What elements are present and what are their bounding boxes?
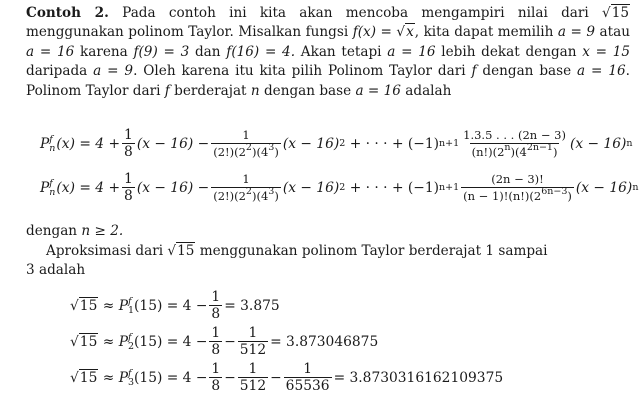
fraction: $\frac{1}{512}$	[239, 361, 267, 394]
fraction: $\frac{1}{65536}$	[285, 361, 330, 394]
text: dengan base	[263, 82, 352, 99]
math: f(16) = 4.	[226, 43, 296, 60]
math: x = 15	[582, 43, 631, 60]
math: f(9) = 3	[133, 43, 190, 60]
sqrt-x: √x	[396, 24, 414, 41]
text: menggunakan polinom Taylor. Misalkan fungsi	[26, 24, 349, 41]
text: Akan tetapi	[300, 43, 382, 60]
fraction: $\frac{1}{8}$	[124, 171, 133, 204]
text: Pada contoh ini kita akan mencoba mengampiri nilai dari	[122, 5, 589, 21]
text: karena	[79, 43, 128, 60]
example-heading: Contoh 2.	[26, 5, 109, 21]
fraction: $\frac{1}{8}$	[211, 325, 221, 358]
document-page	[26, 4, 630, 101]
condition-line: dengan n ≥ 2.	[26, 223, 124, 239]
math: a = 16	[26, 43, 75, 60]
text: . Oleh karena itu kita pilih Polinom Taylor dari	[133, 63, 466, 80]
math: a = 16	[387, 43, 436, 60]
text: daripada	[26, 63, 88, 80]
math: f	[471, 63, 477, 80]
fraction: $\frac{1}{(2!)(2^2)(4^3)}$	[213, 128, 279, 159]
math: a = 9	[557, 24, 596, 41]
fraction: $\frac{1}{8}$	[124, 127, 133, 160]
taylor-formula-1: P f n (x) = 4 + $\frac{1}{8}$ (x − 16) − $\frac{1}{(2!)(2^2)(4^3)}$ (x − 16) 2 + · · · + (−1) n+1 $\frac{1.3.5 . . . (2n - 3)}{(n!)(2^n)(4^{2n-1})}$ (x − 16) n	[40, 127, 633, 160]
math: a = 16	[577, 63, 626, 80]
approx-intro: Aproksimasi dari √15 menggunakan polinom Taylor berderajat 1 sampai 3 adalah	[26, 243, 548, 279]
approx-degree-3: √15 ≈ P f 3 (15) = 4 − $\frac{1}{8}$ − $\frac{1}{512}$ − $\frac{1}{65536}$ = 3.8730316162109375	[70, 361, 504, 394]
math: a = 9	[93, 63, 134, 80]
approx-degree-2: √15 ≈ P f 2 (15) = 4 − $\frac{1}{8}$ − $\frac{1}{512}$ = 3.873046875	[70, 325, 379, 358]
text: dan	[194, 43, 221, 60]
taylor-formula-2: P f n (x) = 4 + $\frac{1}{8}$ (x − 16) − $\frac{1}{(2!)(2^2)(4^3)}$ (x − 16) 2 + · · · + (−1) n+1 $\frac{(2n - 3)!}{(n - 1)!(n!)(2^{6n-3})}$ (x − 16) n	[40, 171, 639, 204]
fraction: $\frac{(2n - 3)!}{(n - 1)!(n!)(2^{6n-3})}$	[463, 172, 572, 203]
fraction: $\frac{1}{512}$	[239, 325, 267, 358]
sqrt-15: √15	[602, 5, 629, 21]
text: atau	[599, 24, 630, 41]
math: a = 16	[355, 82, 401, 99]
math: f(x) =	[352, 24, 392, 41]
text: lebih dekat dengan	[441, 43, 577, 60]
example-paragraph	[26, 4, 630, 101]
sqrt-15: √15	[167, 243, 195, 259]
text: , kita dapat memilih	[414, 24, 554, 41]
text: berderajat	[174, 82, 247, 99]
math: n	[250, 82, 260, 99]
text: dengan base	[482, 63, 572, 80]
fraction: $\frac{1}{8}$	[211, 361, 221, 394]
text: adalah	[405, 82, 452, 99]
fraction: $\frac{1}{8}$	[211, 289, 221, 322]
fraction: $\frac{1}{(2!)(2^2)(4^3)}$	[213, 172, 279, 203]
math: f	[164, 82, 170, 99]
fraction: $\frac{1.3.5 . . . (2n - 3)}{(n!)(2^n)(4^{2n-1})}$	[463, 128, 566, 159]
approx-degree-1: √15 ≈ P f 1 (15) = 4 − $\frac{1}{8}$ = 3.875	[70, 289, 280, 322]
text: . Polinom Taylor dari	[26, 63, 630, 99]
